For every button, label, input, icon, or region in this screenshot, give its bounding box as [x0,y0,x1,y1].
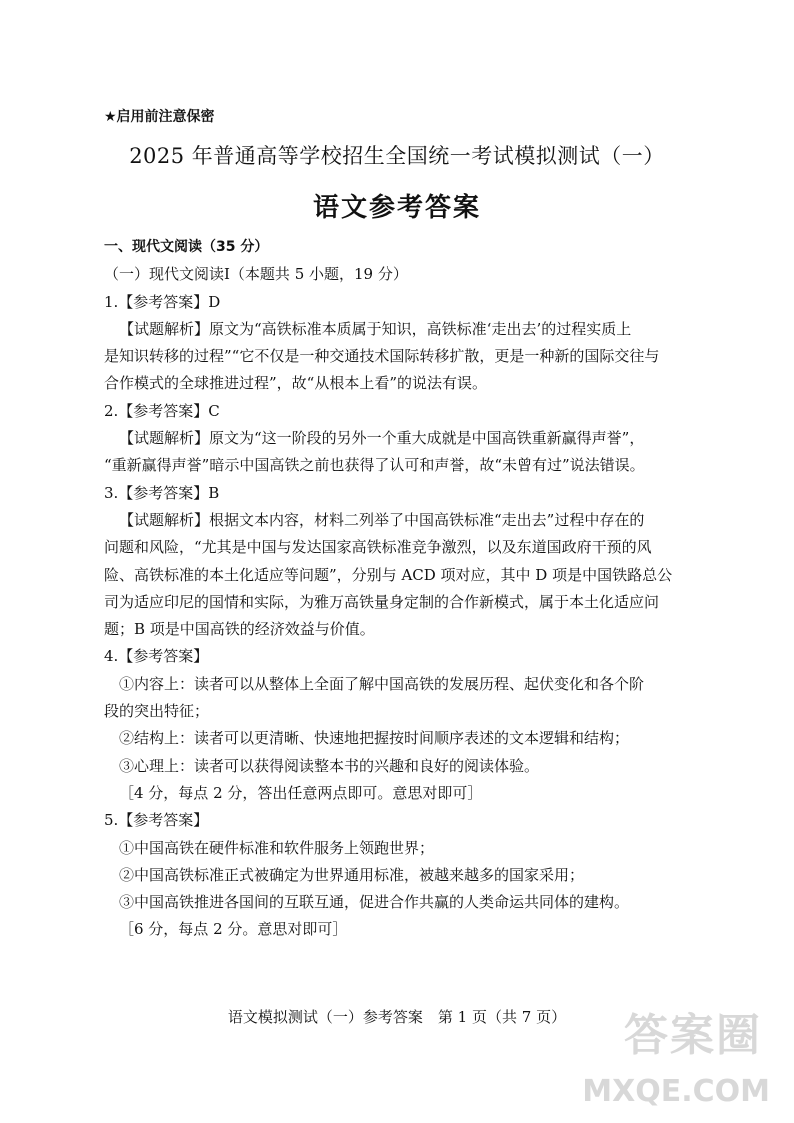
subsection-heading: （一）现代文阅读Ⅰ（本题共 5 小题，19 分） [104,265,408,284]
question-5-scoring-note: ［6 分，每点 2 分。意思对即可］ [119,920,348,939]
exam-title: 2025 年普通高等学校招生全国统一考试模拟测试（一） [129,144,665,168]
question-2-analysis: 【试题解析】原文为“这一阶段的另外一个重大成就是中国高铁重新赢得声誉”， [119,429,645,448]
question-5-answer: 5.【参考答案】 [104,811,209,830]
question-3-analysis: 问题和风险，“尤其是中国与发达国家高铁标准竞争激烈，以及东道国政府干预的风 [104,538,652,557]
confidential-notice: ★启用前注意保密 [104,109,215,125]
question-3-answer: 3.【参考答案】B [104,483,220,502]
question-4-point: ③心理上：读者可以获得阅读整本书的兴趣和良好的阅读体验。 [119,756,540,775]
watermark-site: MXQE.COM [582,1074,770,1109]
question-4-point: ②结构上：读者可以更清晰、快速地把握按时间顺序表述的文本逻辑和结构； [119,729,630,748]
question-1-analysis: 【试题解析】原文为“高铁标准本质属于知识，高铁标准‘走出去’的过程实质上 [119,319,632,338]
question-3-analysis: 题；B 项是中国高铁的经济效益与价值。 [104,620,375,639]
page-footer: 语文模拟测试（一）参考答案 第 1 页（共 7 页） [227,1008,567,1026]
question-4-point: 段的突出特征； [104,702,210,721]
question-5-point: ①中国高铁在硬件标准和软件服务上领跑世界； [119,838,435,857]
question-5-point: ③中国高铁推进各国间的互联互通，促进合作共赢的人类命运共同体的建构。 [119,893,630,912]
question-5-point: ②中国高铁标准正式被确定为世界通用标准，被越来越多的国家采用； [119,865,585,884]
question-4-answer: 4.【参考答案】 [104,647,209,666]
question-1-answer: 1.【参考答案】D [104,292,221,311]
question-2-analysis: “重新赢得声誉”暗示中国高铁之前也获得了认可和声誉，故“未曾有过”说法错误。 [104,456,645,475]
document-title: 语文参考答案 [312,193,481,223]
question-3-analysis: 险、高铁标准的本土化适应等问题”，分别与 ACD 项对应，其中 D 项是中国铁路总公 [104,565,673,584]
question-1-analysis: 是知识转移的过程”“它不仅是一种交通技术国际转移扩散，更是一种新的国际交往与 [104,347,660,366]
watermark [580,999,770,1109]
question-3-analysis: 司为适应印尼的国情和实际，为雅万高铁量身定制的合作新模式，属于本土化适应问 [104,592,660,611]
section-heading: 一、现代文阅读（35 分） [104,239,269,255]
question-4-scoring-note: ［4 分，每点 2 分，答出任意两点即可。意思对即可］ [119,783,483,802]
question-2-answer: 2.【参考答案】C [104,401,220,420]
question-4-point: ①内容上：读者可以从整体上全面了解中国高铁的发展历程、起伏变化和各个阶 [119,674,645,693]
question-1-analysis: 合作模式的全球推进过程”，故“从根本上看”的说法有误。 [104,374,488,393]
answer-content [104,234,696,944]
watermark-logo: 答案圈 [624,1010,762,1061]
question-3-analysis: 【试题解析】根据文本内容，材料二列举了中国高铁标准“走出去”过程中存在的 [119,510,645,529]
